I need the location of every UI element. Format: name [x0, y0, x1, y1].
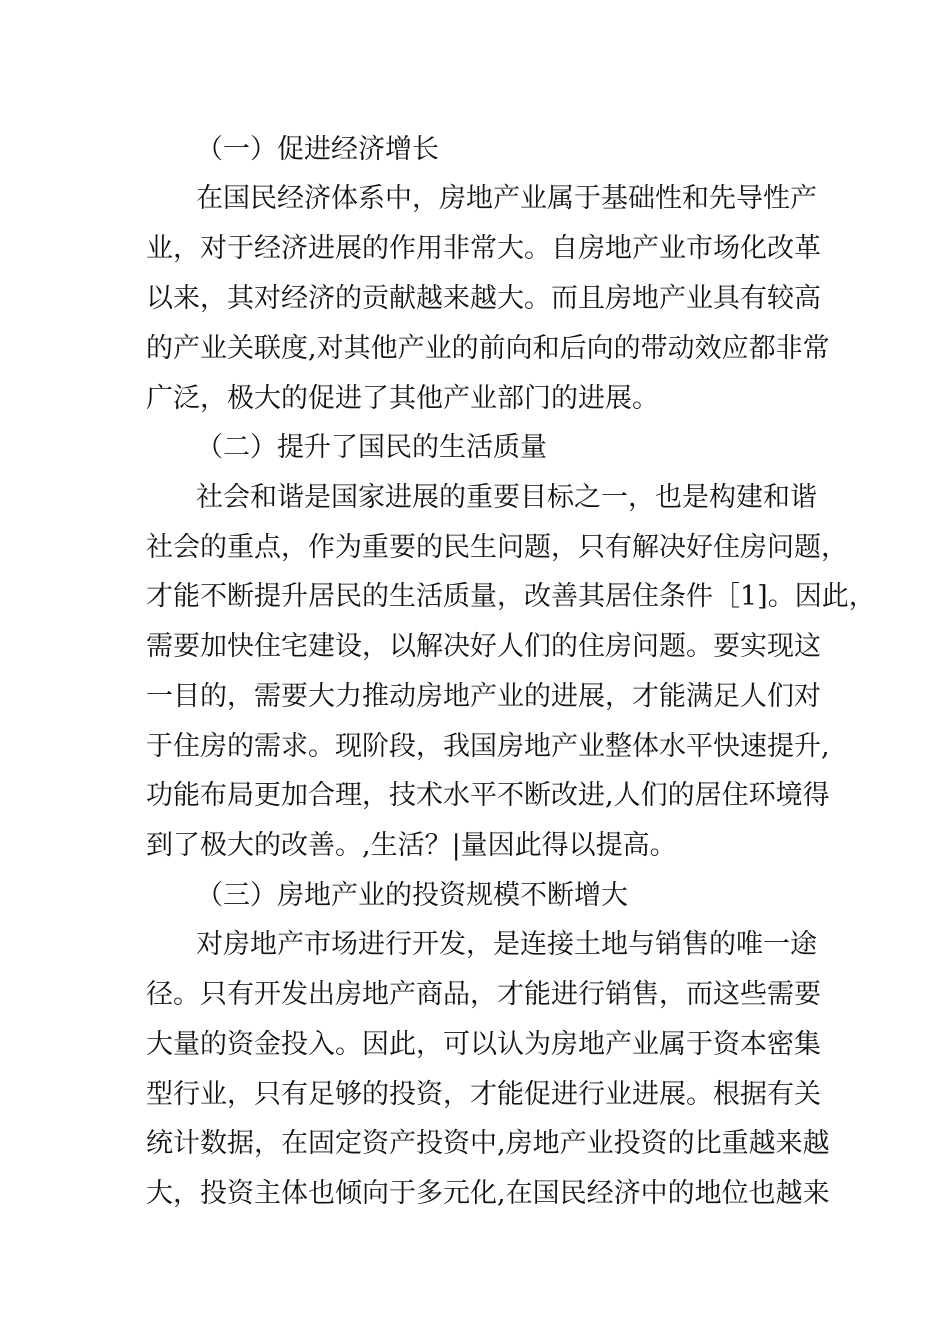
paragraph-line: 广泛，极大的促进了其他产业部门的进展。: [146, 383, 659, 414]
paragraph-line: 以来，其对经济的贡献越来越大。而且房地产业具有较高: [146, 283, 821, 314]
paragraph-line: 大，投资主体也倾向于多元化,在国民经济中的地位也越来: [146, 1178, 830, 1209]
section-heading-1: （一）促进经济增长: [196, 134, 439, 165]
paragraph-line: 业，对于经济进展的作用非常大。自房地产业市场化改革: [146, 233, 821, 264]
paragraph-line: 一目的，需要大力推动房地产业的进展，才能满足人们对: [146, 681, 821, 712]
paragraph-line: 到了极大的改善。,生活？|量因此得以提高。: [146, 830, 677, 861]
paragraph-line: 社会和谐是国家进展的重要目标之一，也是构建和谐: [196, 482, 817, 513]
paragraph-line: 型行业，只有足够的投资，才能促进行业进展。根据有关: [146, 1079, 821, 1110]
paragraph-line: 于住房的需求。现阶段，我国房地产业整体水平快速提升,: [146, 731, 830, 762]
paragraph-line: 才能不断提升居民的生活质量，改善其居住条件［1]。因此，: [146, 581, 876, 612]
paragraph-line: 对房地产市场进行开发，是连接土地与销售的唯一途: [196, 929, 817, 960]
section-heading-3: （三）房地产业的投资规模不断增大: [196, 880, 628, 911]
paragraph-line: 统计数据，在固定资产投资中,房地产业投资的比重越来越: [146, 1128, 830, 1159]
paragraph-line: 的产业关联度,对其他产业的前向和后向的带动效应都非常: [146, 333, 830, 364]
section-heading-2: （二）提升了国民的生活质量: [196, 432, 547, 463]
paragraph-line: 功能布局更加合理，技术水平不断改进,人们的居住环境得: [146, 780, 830, 811]
paragraph-line: 社会的重点，作为重要的民生问题，只有解决好住房问题，: [146, 532, 848, 563]
paragraph-line: 需要加快住宅建设，以解决好人们的住房问题。要实现这: [146, 631, 821, 662]
paragraph-line: 大量的资金投入。因此，可以认为房地产业属于资本密集: [146, 1029, 821, 1060]
paragraph-line: 在国民经济体系中，房地产业属于基础性和先导性产: [196, 183, 817, 214]
paragraph-line: 径。只有开发出房地产商品，才能进行销售，而这些需要: [146, 979, 821, 1010]
